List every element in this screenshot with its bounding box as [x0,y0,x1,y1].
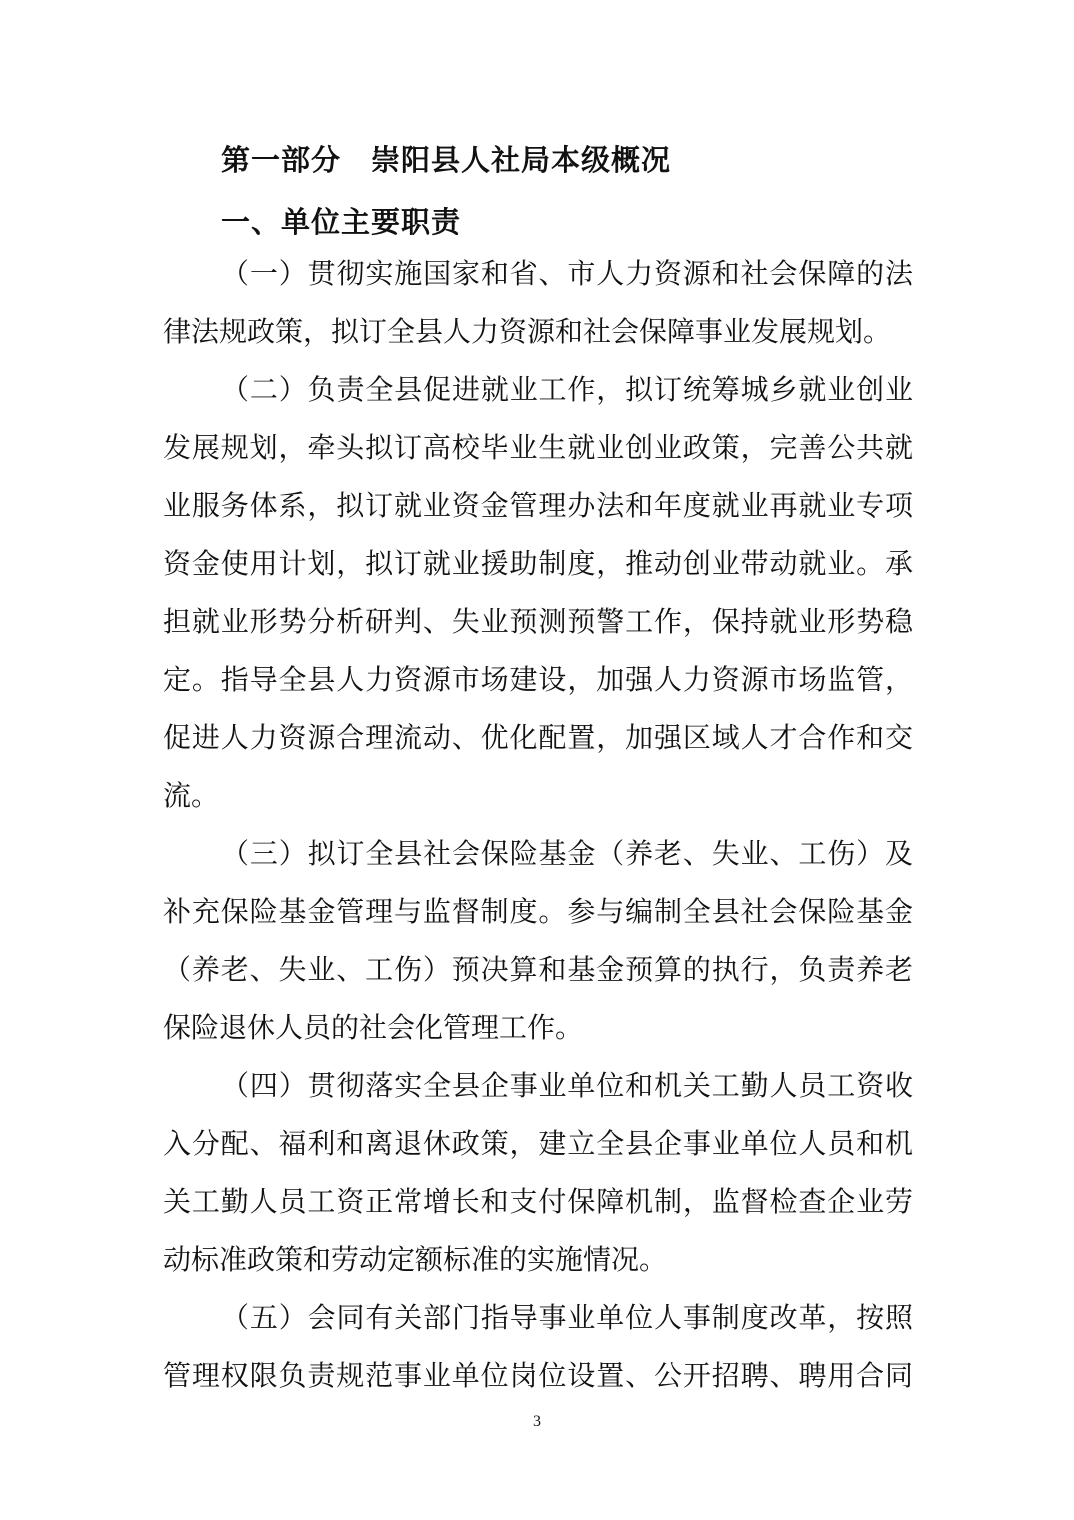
text-line: （养老、失业、工伤）预决算和基金预算的执行，负责养老 [163,953,913,986]
text-line: 律法规政策，拟订全县人力资源和社会保障事业发展规划。 [163,315,892,348]
section-title: 一、单位主要职责 [221,205,462,239]
text-line: 入分配、福利和离退休政策，建立全县企事业单位人员和机 [163,1127,913,1160]
text-line: （五）会同有关部门指导事业单位人事制度改革，按照 [221,1301,913,1334]
paragraph-duty-3 [163,825,913,1057]
text-line: 保险退休人员的社会化管理工作。 [163,1011,584,1044]
paragraph-duty-2 [163,361,913,825]
paragraph-duty-5 [163,1289,913,1405]
text-line: 促进人力资源合理流动、优化配置，加强区域人才合作和交 [163,721,913,754]
body-text [163,245,913,1405]
text-line: 流。 [163,779,220,812]
text-line: （一）贯彻实施国家和省、市人力资源和社会保障的法 [221,257,913,290]
text-line: （四）贯彻落实全县企事业单位和机关工勤人员工资收 [221,1069,913,1102]
text-line: 关工勤人员工资正常增长和支付保障机制，监督检查企业劳 [163,1185,913,1218]
text-line: 补充保险基金管理与监督制度。参与编制全县社会保险基金 [163,895,913,928]
text-line: 定。指导全县人力资源市场建设，加强人力资源市场监管， [163,663,913,696]
text-line: （三）拟订全县社会保险基金（养老、失业、工伤）及 [221,837,913,870]
paragraph-duty-1 [163,245,913,361]
text-line: 动标准政策和劳动定额标准的实施情况。 [163,1243,668,1276]
text-line: 管理权限负责规范事业单位岗位设置、公开招聘、聘用合同 [163,1359,913,1392]
page-number: 3 [533,1413,541,1430]
paragraph-duty-4 [163,1057,913,1289]
text-line: 担就业形势分析研判、失业预测预警工作，保持就业形势稳 [163,605,913,638]
text-line: 资金使用计划，拟订就业援助制度，推动创业带动就业。承 [163,547,913,580]
part-title: 第一部分 崇阳县人社局本级概况 [221,143,672,177]
text-line: （二）负责全县促进就业工作，拟订统筹城乡就业创业 [221,373,913,406]
text-line: 发展规划，牵头拟订高校毕业生就业创业政策，完善公共就 [163,431,913,464]
text-line: 业服务体系，拟订就业资金管理办法和年度就业再就业专项 [163,489,913,522]
